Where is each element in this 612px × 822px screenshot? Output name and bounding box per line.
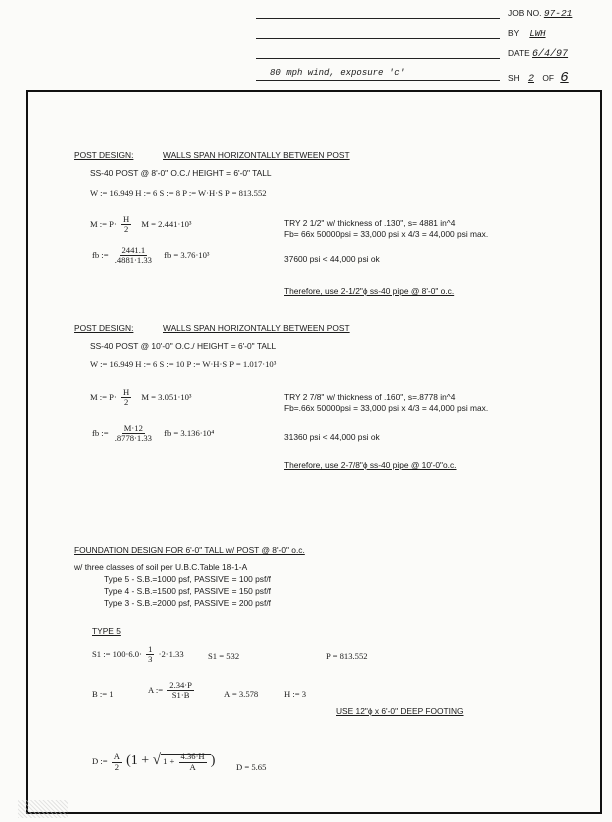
job-label: JOB NO.	[508, 8, 542, 18]
type5-d-eq	[92, 752, 215, 772]
type5-d-lhs: D :=	[92, 756, 110, 766]
type5-p-result: P = 813.552	[326, 651, 368, 661]
type5-d-close: )	[210, 753, 216, 768]
post2-m-num: H	[122, 387, 130, 397]
post2-heading-b: WALLS SPAN HORIZONTALLY BETWEEN POST	[163, 323, 350, 333]
type5-d-inner-fraction	[179, 752, 207, 772]
post1-subtitle: SS-40 POST @ 8'-0" O.C./ HEIGHT = 6'-0" TALL	[90, 168, 272, 178]
post2-givens: W := 16.949 H := 6 S := 10 P := W·H·S P = 1.017·10³	[90, 359, 277, 369]
post2-conclusion: Therefore, use 2-7/8"ϕ ss-40 pipe @ 10'-0"o.c.	[284, 460, 457, 470]
post1-fb-fraction	[113, 246, 154, 266]
date-label: DATE	[508, 48, 530, 58]
calc-sheet-frame	[26, 90, 602, 814]
post2-moment-eq	[90, 388, 192, 408]
header-rule-2	[256, 38, 500, 39]
soil-type-5: Type 5 - S.B.=1000 psf, PASSIVE = 100 psf/f	[104, 574, 271, 584]
type5-h-def: H := 3	[284, 689, 307, 699]
scan-smudge	[18, 800, 68, 818]
by-label: BY	[508, 28, 520, 38]
type5-s1-lhs: S1 := 100·6.0·	[92, 648, 142, 659]
type5-d-fden: 2	[114, 761, 119, 772]
post2-fb-lhs: fb :=	[92, 427, 111, 438]
post1-heading-a: POST DESIGN:	[74, 150, 134, 160]
job-value: 97-21	[543, 8, 573, 19]
date-value: 6/4/97	[532, 49, 569, 60]
sheet-label: SH	[508, 73, 520, 83]
post2-m-fraction	[121, 388, 131, 408]
type5-footing: USE 12"ϕ x 6'-0" DEEP FOOTING	[336, 706, 464, 716]
post2-fb-num: M·12	[123, 423, 143, 433]
of-label: OF	[542, 73, 554, 83]
post1-fb-eq	[92, 246, 209, 266]
header-rule-3	[256, 58, 500, 59]
post2-check: 31360 psi < 44,000 psi ok	[284, 432, 380, 442]
post1-moment-eq	[90, 215, 192, 235]
post1-try-line1: TRY 2 1/2" w/ thickness of .130", s= 4881 in^4	[284, 218, 456, 228]
post2-fb-rhs: fb = 3.136·10⁴	[164, 427, 215, 438]
type5-s1-tail: ·2·1.33	[158, 648, 184, 659]
post2-heading-a: POST DESIGN:	[74, 323, 134, 333]
post1-fb-num: 2441.1	[121, 245, 146, 255]
post1-m-rhs: M = 2.441·10³	[141, 218, 192, 229]
type5-s1-eq	[92, 645, 184, 665]
type5-a-fraction	[167, 681, 194, 701]
of-value: 6	[560, 70, 569, 86]
post2-fb-den: .8778·1.33	[114, 433, 152, 444]
post2-fb-eq	[92, 424, 214, 444]
by-value: LWH	[529, 29, 546, 39]
type5-s1-result: S1 = 532	[208, 651, 240, 661]
type5-d-result: D = 5.65	[236, 762, 267, 772]
post2-subtitle: SS-40 POST @ 10'-0" O.C./ HEIGHT = 6'-0" TALL	[90, 341, 277, 351]
post1-fb-den: .4881·1.33	[114, 255, 152, 266]
post2-m-den: 2	[123, 397, 129, 408]
type5-s1-fraction	[146, 645, 154, 665]
header-note: 80 mph wind, exposure 'c'	[270, 68, 406, 78]
post1-conclusion: Therefore, use 2-1/2"ϕ ss-40 pipe @ 8'-0" o.c.	[284, 286, 455, 296]
type5-d-fnum: A	[113, 751, 120, 762]
soil-type-4: Type 4 - S.B.=1500 psf, PASSIVE = 150 psf/f	[104, 586, 271, 596]
post1-check: 37600 psi < 44,000 psi ok	[284, 254, 380, 264]
post1-m-den: 2	[123, 224, 129, 235]
foundation-heading: FOUNDATION DESIGN FOR 6'-0" TALL w/ POST @ 8'-0" o.c.	[74, 545, 305, 555]
sheet-field	[508, 70, 573, 86]
type5-s1-num: 1	[148, 644, 153, 654]
type5-d-outer-fraction	[112, 752, 122, 772]
job-number-field	[508, 8, 572, 19]
date-field	[508, 48, 568, 60]
type5-a-lhs: A :=	[148, 684, 166, 695]
post2-m-lhs: M := P·	[90, 391, 117, 402]
type5-d-radicand	[161, 751, 211, 772]
soil-type-3: Type 3 - S.B.=2000 psf, PASSIVE = 200 psf/f	[104, 598, 271, 608]
type5-a-den: S1·B	[171, 690, 190, 701]
post2-m-rhs: M = 3.051·10³	[141, 391, 192, 402]
header-rule-4	[256, 80, 500, 81]
post2-try-line1: TRY 2 7/8" w/ thickness of .160", s=.8778 in^4	[284, 392, 456, 402]
by-field	[508, 28, 546, 39]
type5-heading: TYPE 5	[92, 626, 121, 636]
type5-s1-den: 3	[148, 654, 153, 665]
type5-a-result: A = 3.578	[224, 689, 259, 699]
post1-heading-b: WALLS SPAN HORIZONTALLY BETWEEN POST	[163, 150, 350, 160]
post2-try-line2: Fb=.66x 50000psi = 33,000 psi x 4/3 = 44,000 psi max.	[284, 403, 489, 413]
type5-d-iden: A	[189, 761, 196, 772]
post1-try-line2: Fb= 66x 50000psi = 33,000 psi x 4/3 = 44,000 psi max.	[284, 229, 489, 239]
type5-a-num: 2.34·P	[169, 680, 192, 690]
post1-m-lhs: M := P·	[90, 218, 117, 229]
sheet-value: 2	[527, 74, 534, 85]
foundation-intro: w/ three classes of soil per U.B.C.Table 18-1-A	[74, 562, 248, 572]
post1-m-num: H	[122, 214, 130, 224]
type5-a-eq	[148, 681, 196, 701]
type5-d-inner-lhs: 1 +	[163, 756, 177, 766]
post1-fb-rhs: fb = 3.76·10³	[164, 249, 210, 260]
type5-d-sqrt-icon: √	[152, 752, 161, 768]
type5-b-def: B := 1	[92, 689, 114, 699]
type5-d-inum: 4.36·H	[180, 751, 205, 762]
post1-m-fraction	[121, 215, 131, 235]
post1-fb-lhs: fb :=	[92, 249, 111, 260]
type5-d-open: (1 +	[126, 753, 153, 768]
header-rule-1	[256, 18, 500, 19]
post1-givens: W := 16.949 H := 6 S := 8 P := W·H·S P = 813.552	[90, 188, 267, 198]
post2-fb-fraction	[113, 424, 154, 444]
